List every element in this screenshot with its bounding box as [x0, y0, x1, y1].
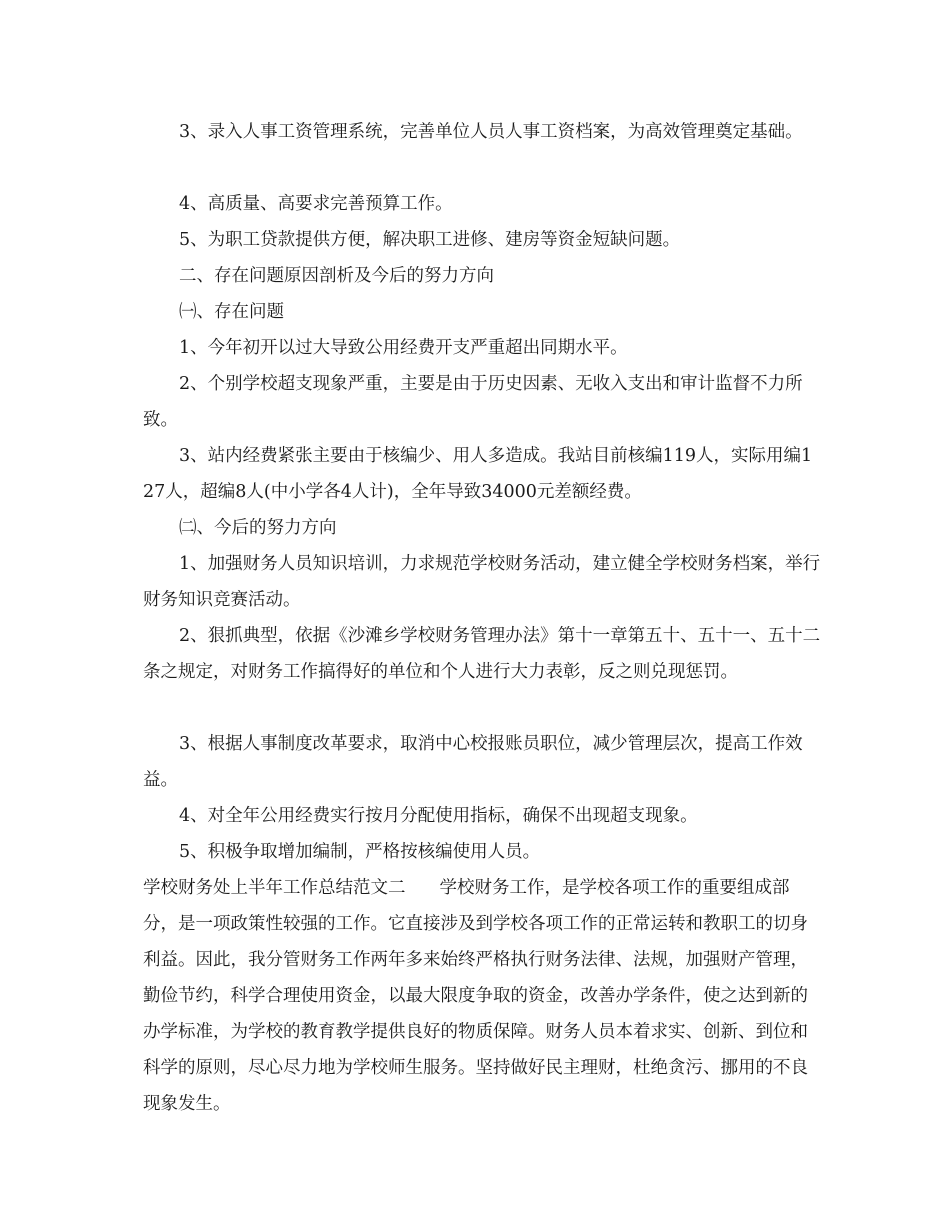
problem-item-3: 3、站内经费紧张主要由于核编少、用人多造成。我站目前核编119人，实际用编127人，超编8人(中小学各4人计)，全年导致34000元差额经费。 [143, 446, 813, 502]
paragraph-4-budget: 4、高质量、高要求完善预算工作。 [179, 194, 453, 214]
closing-body: 学校财务工作，是学校各项工作的重要组成部分，是一项政策性较强的工作。它直接涉及到学校各项工作的正常运转和教职工的切身利益。因此，我分管财务工作两年多来始终严格执行财务法律、法规，加强财产管理，勤俭节约，科学合理使用资金，以最大限度争取的资金，改善办学条件，使之达到新的办学标准，为学校的教育教学提供良好的物质保障。财务人员本着求实、创新、到位和科学的原则，尽心尽力地为学校师生服务。坚持做好民主理财，杜绝贪污、挪用的不良现象发生。 [143, 878, 808, 1114]
direction-item-1: 1、加强财务人员知识培训，力求规范学校财务活动，建立健全学校财务档案，举行财务知识竞赛活动。 [143, 554, 821, 610]
paragraph-3-salary-system: 3、录入人事工资管理系统，完善单位人员人事工资档案，为高效管理奠定基础。 [179, 122, 803, 142]
direction-item-3: 3、根据人事制度改革要求，取消中心校报账员职位，减少管理层次，提高工作效益。 [143, 734, 803, 790]
direction-item-2: 2、狠抓典型，依据《沙滩乡学校财务管理办法》第十一章第五十、五十一、五十二条之规定，对财务工作搞得好的单位和个人进行大力表彰，反之则兑现惩罚。 [143, 626, 821, 682]
problem-item-2: 2、个别学校超支现象严重，主要是由于历史因素、无收入支出和审计监督不力所致。 [143, 374, 803, 430]
section-heading-problems: 二、存在问题原因剖析及今后的努力方向 [179, 266, 494, 286]
direction-item-5: 5、积极争取增加编制，严格按核编使用人员。 [179, 842, 541, 862]
problem-item-1: 1、今年初开以过大导致公用经费开支严重超出同期水平。 [179, 338, 628, 358]
closing-title: 学校财务处上半年工作总结范文二 [143, 878, 406, 898]
closing-section [143, 870, 823, 1122]
subheading-existing-problems: ㈠、存在问题 [179, 302, 284, 322]
direction-item-4: 4、对全年公用经费实行按月分配使用指标，确保不出现超支现象。 [179, 806, 698, 826]
paragraph-5-loans: 5、为职工贷款提供方便，解决职工进修、建房等资金短缺问题。 [179, 230, 681, 250]
subheading-future-direction: ㈡、今后的努力方向 [179, 518, 337, 538]
